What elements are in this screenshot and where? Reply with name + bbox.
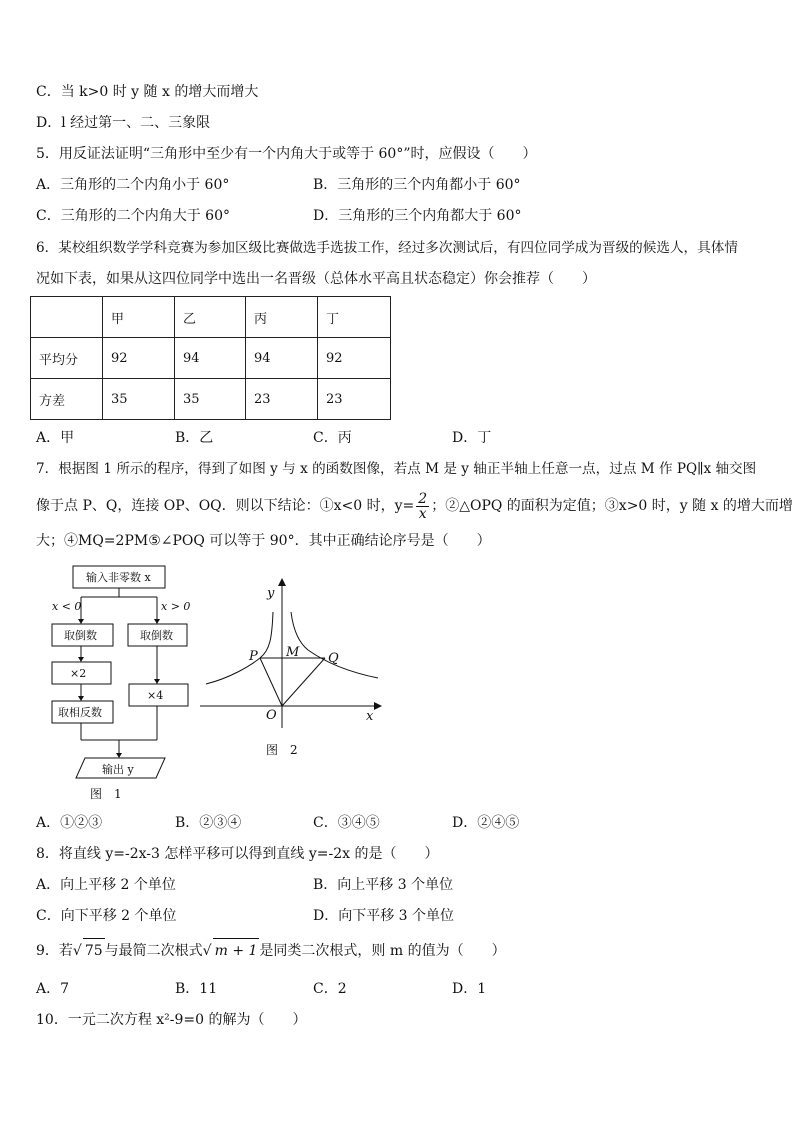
q8-option-d: D．向下平移 3 个单位	[313, 908, 455, 924]
curve-right	[291, 612, 378, 678]
fraction-denominator: x	[418, 505, 427, 522]
q9-stem-part-a: 9．若	[36, 943, 73, 959]
label-o: O	[266, 708, 277, 723]
q9-stem	[36, 938, 506, 963]
flow-cond-left: x < 0	[52, 600, 82, 613]
figure1-caption: 图 1	[90, 787, 122, 801]
table-cell: 94	[246, 338, 318, 379]
y-axis-arrow	[278, 578, 286, 586]
flow-right-step2: ×4	[147, 689, 164, 702]
label-p: P	[249, 649, 258, 664]
q4-option-c: C．当 k>0 时 y 随 x 的增大而增大	[36, 84, 259, 100]
table-cell: 平均分	[31, 338, 103, 379]
q7-option-d: D．②④⑤	[452, 815, 520, 831]
q6-option-b: B．乙	[175, 430, 214, 446]
q7-stem-line2	[36, 488, 793, 524]
q8-stem: 8．将直线 y=-2x-3 怎样平移可以得到直线 y=-2x 的是（ ）	[36, 846, 439, 862]
table-cell: 92	[103, 338, 175, 379]
q9-option-c: C．2	[313, 981, 347, 997]
q5-option-a: A．三角形的二个内角小于 60°	[36, 177, 230, 193]
flow-output-label: 输出 y	[102, 763, 134, 776]
q6-option-a: A．甲	[36, 430, 75, 446]
flow-cond-right: x > 0	[161, 600, 191, 613]
flow-right-step1: 取倒数	[140, 629, 173, 642]
table-cell: 92	[318, 338, 391, 379]
fraction-numerator: 2	[418, 490, 428, 507]
table-header-cell: 乙	[175, 297, 246, 338]
table-cell: 35	[175, 379, 246, 420]
flow-left-step2: ×2	[70, 667, 87, 680]
q7-stem-part-b: ；②△OPQ 的面积为定值；③x>0 时，y 随 x 的增大而增	[431, 498, 793, 514]
flow-input-label: 输入非零数 x	[86, 571, 151, 584]
table-row	[31, 338, 391, 379]
curve-left-upper	[260, 612, 273, 658]
candidate-table	[30, 296, 391, 420]
q7-stem-line1: 7．根据图 1 所示的程序，得到了如图 y 与 x 的函数图像，若点 M 是 y 轴正半轴上任意一点，过点 M 作 PQ∥x 轴交图	[36, 461, 757, 477]
label-q: Q	[328, 651, 339, 666]
table-cell: 94	[175, 338, 246, 379]
function-graph-figure-2	[200, 578, 385, 763]
label-m: M	[286, 645, 300, 660]
label-y: y	[267, 586, 275, 601]
flow-left-step3: 取相反数	[58, 706, 102, 719]
q10-stem: 10．一元二次方程 x²-9=0 的解为（ ）	[36, 1012, 307, 1028]
table-header-cell	[31, 297, 103, 338]
q5-stem: 5．用反证法证明“三角形中至少有一个内角大于或等于 60°”时，应假设（ ）	[36, 146, 537, 162]
table-cell: 方差	[31, 379, 103, 420]
q8-option-a: A．向上平移 2 个单位	[36, 877, 176, 893]
radicand-m-plus-1: m + 1	[213, 938, 260, 963]
q9-stem-part-c: 是同类二次根式，则 m 的值为（ ）	[259, 943, 506, 959]
table-header-row	[31, 297, 391, 338]
label-x: x	[366, 709, 374, 724]
q6-stem-line1: 6．某校组织数学学科竞赛为参加区级比赛做选手选拔工作，经过多次测试后，有四位同学成为晋级的候选人，具体情	[36, 240, 738, 256]
radicand-75: 75	[83, 938, 105, 963]
q7-option-c: C．③④⑤	[313, 815, 380, 831]
q9-option-b: B．11	[175, 981, 218, 997]
q9-option-d: D．1	[452, 981, 487, 997]
figure2-caption: 图 2	[266, 743, 298, 757]
flow-left-step1: 取倒数	[64, 629, 97, 642]
q5-option-d: D．三角形的三个内角都大于 60°	[313, 208, 522, 224]
fraction-2-over-x	[416, 492, 429, 521]
q6-option-d: D．丁	[452, 430, 492, 446]
segment-op	[260, 658, 282, 706]
table-cell: 23	[246, 379, 318, 420]
q7-stem-part-a: 像于点 P、Q，连接 OP、OQ．则以下结论：①x<0 时，y=	[36, 498, 415, 514]
segment-oq	[282, 658, 325, 706]
x-axis-arrow	[374, 702, 382, 710]
q5-option-b: B．三角形的三个内角都小于 60°	[313, 177, 521, 193]
table-row	[31, 379, 391, 420]
q9-stem-part-b: 与最简二次根式	[104, 943, 203, 959]
q6-stem-line2: 况如下表，如果从这四位同学中选出一名晋级（总体水平高且状态稳定）你会推荐（ ）	[36, 271, 596, 287]
table-header-cell: 丁	[318, 297, 391, 338]
sqrt-icon: √	[72, 943, 82, 959]
q8-option-c: C．向下平移 2 个单位	[36, 908, 177, 924]
q7-option-a: A．①②③	[36, 815, 103, 831]
table-cell: 35	[103, 379, 175, 420]
q4-option-d: D．l 经过第一、二、三象限	[36, 115, 211, 131]
q9-option-a: A．7	[36, 981, 70, 997]
sqrt-icon: √	[202, 943, 212, 959]
q7-stem-line3: 大；④MQ=2PM⑤∠POQ 可以等于 90°．其中正确结论序号是（ ）	[36, 533, 491, 549]
q8-option-b: B．向上平移 3 个单位	[313, 877, 454, 893]
q6-option-c: C．丙	[313, 430, 352, 446]
table-header-cell: 丙	[246, 297, 318, 338]
q5-option-c: C．三角形的二个内角大于 60°	[36, 208, 230, 224]
table-cell: 23	[318, 379, 391, 420]
table-header-cell: 甲	[103, 297, 175, 338]
q7-option-b: B．②③④	[175, 815, 242, 831]
flowchart-figure-1	[40, 560, 200, 805]
